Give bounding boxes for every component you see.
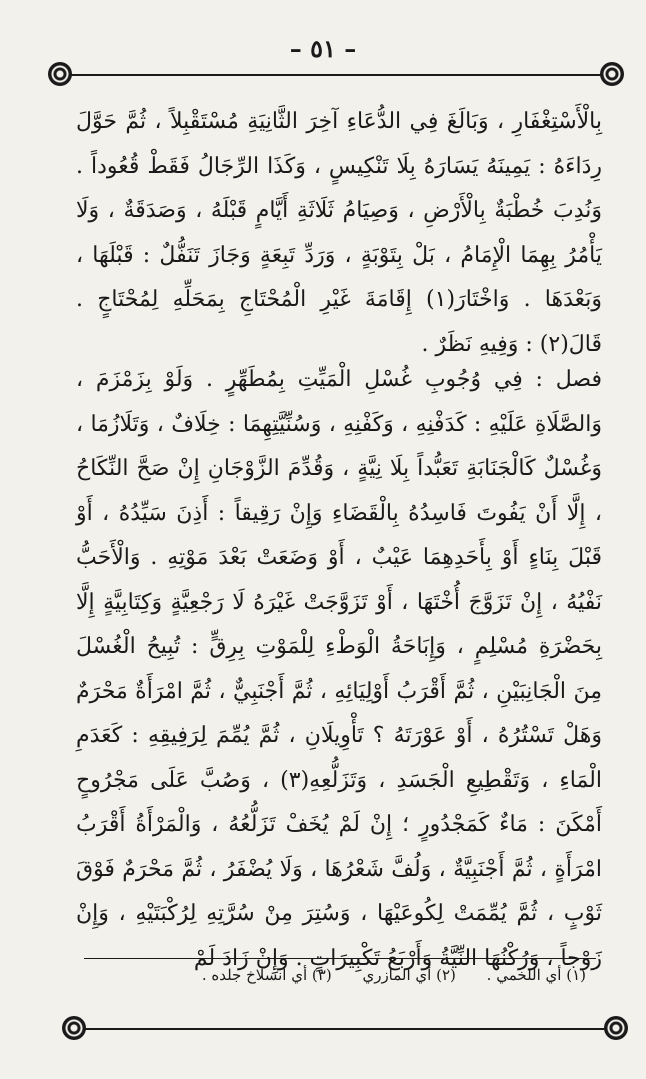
body-paragraph: فصل : فِي وُجُوبِ غُسْلِ الْمَيِّتِ بِمُطَهِّرٍ . وَلَوْ بِزَمْزَمَ ، وَالصَّلَاةِ عَلَيْهِ : كَدَفْنِهِ ، وَكَفْنِهِ ، وَسُنِّيَّتِهِمَا : خِلَافٌ ، وَتَلَازُمَا ، وَغُسْلٌ كَالْجَنَابَةِ تَعَبُّداً بِلَا نِيَّةٍ ، وَقُدِّمَ الزَّوْجَانِ إِنْ صَحَّ النِّكَاحُ ، إِلَّا أَنْ يَفُوتَ فَاسِدُهُ بِالْقَضَاءِ وَإِنْ رَقِيقاً : أَذِنَ سَيِّدُهُ ، أَوْ قَبْلَ بِنَاءٍ أَوْ بِأَحَدِهِمَا عَيْبٌ ، أَوْ وَضَعَتْ بَعْدَ مَوْتِهِ . وَالْأَحَبُّ نَفْيُهُ ، إِنْ تَزَوَّجَ أُخْتَهَا ، أَوْ تَزَوَّجَتْ غَيْرَهُ لَا رَجْعِيَّةٍ وَكِتَابِيَّةٍ إِلَّا بِحَضْرَةِ مُسْلِمٍ ، وَإِبَاحَةُ الْوَطْءِ لِلْمَوْتِ بِرِقٍّ : تُبِيحُ الْغُسْلَ مِنَ الْجَانِبَيْنِ ، ثُمَّ أَقْرَبُ أَوْلِيَائِهِ ، ثُمَّ أَجْنَبِيٌّ ، ثُمَّ امْرَأَةٌ مَحْرَمٌ وَهَلْ تَسْتُرُهُ ، أَوْ عَوْرَتَهُ ؟ تَأْوِيلَانِ ، ثُمَّ يُمِّمَ لِرَفِيقِهِ : كَعَدَمِ الْمَاءِ ، وَتَقْطِيعِ الْجَسَدِ ، وَتَزَلُّعِهِ(٣) ، وَصُبَّ عَلَى مَجْرُوحٍ أَمْكَنَ : مَاءٌ كَمَجْدُورٍ ؛ إِنْ لَمْ يُخَفْ تَزَلُّعُهُ ، وَالْمَرْأَةُ أَقْرَبُ امْرَأَةٍ ، ثُمَّ أَجْنَبِيَّةٌ ، وَلُفَّ شَعْرُهَا ، وَلَا يُضْفَرُ ، ثُمَّ مَحْرَمٌ فَوْقَ ثَوْبٍ ، ثُمَّ يُمِّمَتْ لِكُوعَيْهَا ، وَسُتِرَ مِنْ سُرَّتِهِ لِرُكْبَتَيْهِ ، وَإِنْ زَوْجاً ، وَرُكْنُهَا النِّيَّةُ وَأَرْبَعُ تَكْبِيرَاتٍ . وَإِنْ زَادَ لَمْ bbox=[76, 367, 603, 971]
page-number: – ٥١ – bbox=[289, 34, 357, 63]
bottom-rule bbox=[68, 1028, 612, 1030]
corner-ornament-icon bbox=[600, 62, 624, 86]
footnote: (١) أي اللخمي . bbox=[486, 966, 586, 984]
corner-ornament-icon bbox=[48, 62, 72, 86]
corner-ornament-icon bbox=[604, 1016, 628, 1040]
corner-ornament-icon bbox=[62, 1016, 86, 1040]
footnotes bbox=[66, 966, 586, 984]
footnote: (٢) أي المازري bbox=[362, 966, 456, 984]
footnote-divider bbox=[84, 958, 596, 959]
body-paragraph: بِالْأَسْتِغْفَارِ ، وَبَالَغَ فِي الدُّعَاءِ آخِرَ الثَّانِيَةِ مُسْتَقْبِلاً ، ثُمَّ حَوَّلَ رِدَاءَهُ : يَمِينَهُ يَسَارَهُ بِلَا تَنْكِيسٍ ، وَكَذَا الرِّجَالُ فَقَطْ قُعُوداً . وَنُدِبَ خُطْبَةٌ بِالْأَرْضِ ، وَصِيَامُ ثَلَاثَةِ أَيَّامٍ قَبْلَهُ ، وَصَدَقَةٌ ، وَلَا يَأْمُرُ بِهِمَا الْإِمَامُ ، بَلْ بِتَوْبَةٍ ، وَرَدِّ تَبِعَةٍ وَجَازَ تَنَفُّلٌ : قَبْلَهَا ، وَبَعْدَهَا . وَاخْتَارَ(١) إِقَامَةَ غَيْرِ الْمُحْتَاجِ بِمَحَلِّهِ لِمُحْتَاجٍ . قَالَ(٢) : وَفِيهِ نَظَرٌ . bbox=[76, 109, 603, 357]
top-rule bbox=[68, 74, 612, 76]
footnote: (٣) أي انسلاخ جلده . bbox=[201, 966, 332, 984]
